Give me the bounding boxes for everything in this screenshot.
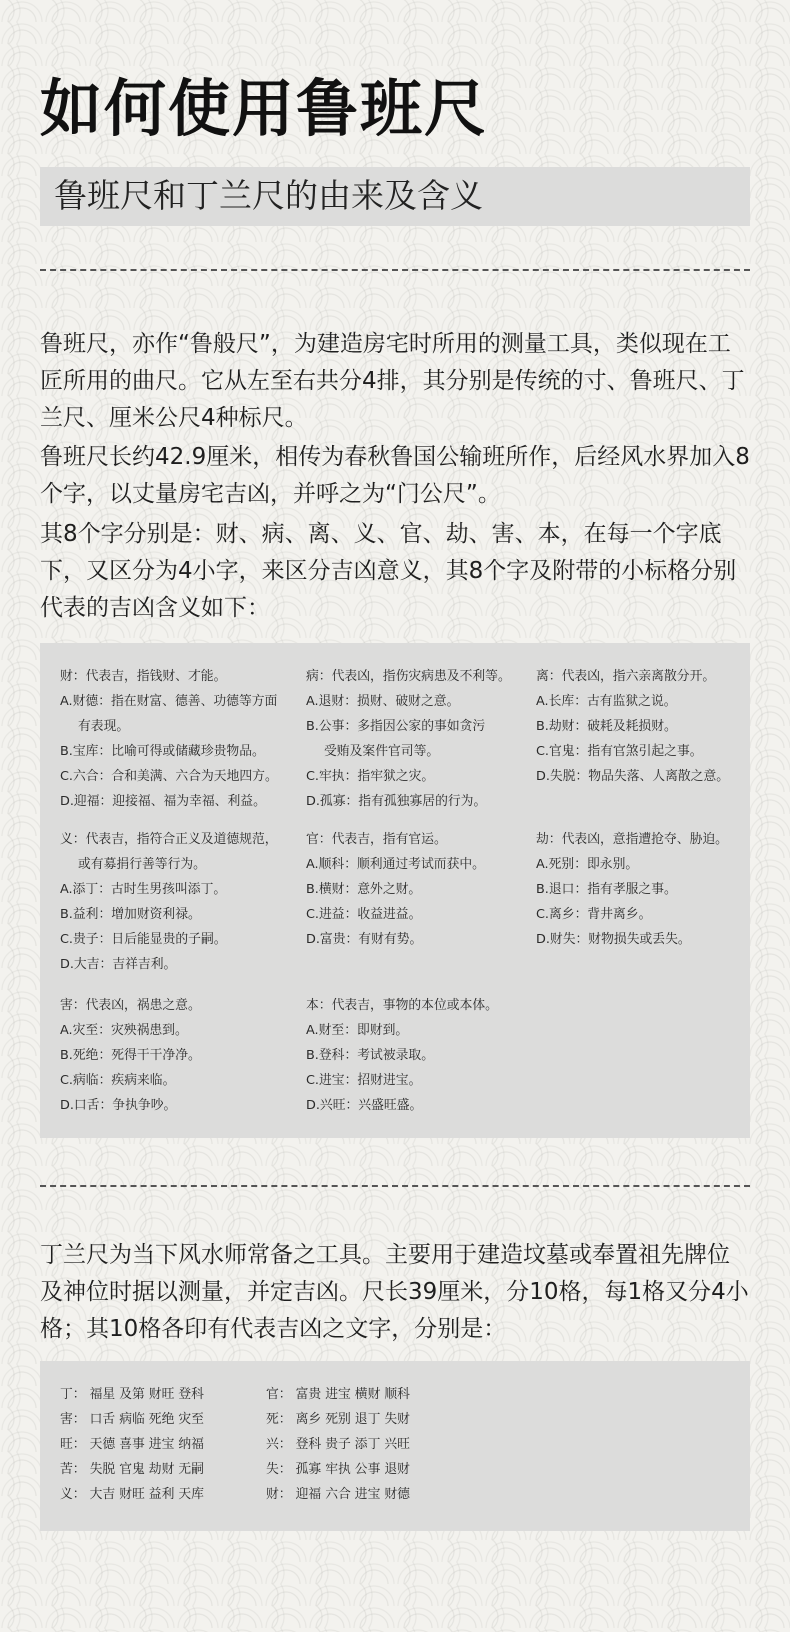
table-row (60, 1458, 208, 1477)
row-label: 失： (266, 1462, 292, 1477)
meaning-line: 义：代表吉，指符合正义及道德规范， (60, 832, 278, 847)
meaning-group-hai (60, 993, 201, 1118)
meaning-group-jie (536, 827, 728, 952)
row-label: 旺： (60, 1437, 86, 1452)
table-cell: 口舌 (89, 1412, 116, 1427)
meaning-line: 官：代表吉，指有官运。 (306, 832, 447, 847)
meaning-group-bing (306, 664, 511, 814)
page-title: 如何使用鲁班尺 (40, 72, 489, 145)
table-cell: 富贵 (295, 1387, 322, 1402)
table-cell: 及第 (119, 1387, 145, 1402)
meaning-group-li (536, 664, 729, 789)
table-cell: 喜事 (119, 1437, 145, 1452)
table-cell: 灾至 (178, 1412, 204, 1427)
table-cell: 失财 (384, 1412, 410, 1427)
table-cell: 进宝 (354, 1487, 381, 1502)
meaning-line: 病：代表凶，指伤灾病患及不利等。 (306, 669, 511, 684)
meaning-line: B.横财：意外之财。 (306, 882, 422, 897)
row-label: 兴： (266, 1437, 292, 1452)
intro-paragraph-1: 鲁班尺，亦作“鲁般尺”，为建造房宅时所用的测量工具，类似现在工匠所用的曲尺。它从左至右共分4排，其分别是传统的寸、鲁班尺、丁兰尺、厘米公尺4种标尺。 (40, 331, 745, 431)
meaning-line: D.富贵：有财有势。 (306, 932, 423, 947)
meaning-line: C.离乡：背井离乡。 (536, 907, 652, 922)
table-cell: 福星 (89, 1387, 116, 1402)
dashed-divider (40, 269, 750, 271)
table-row (60, 1408, 208, 1427)
meaning-line: B.公事：多指因公家的事如贪污 (306, 719, 486, 734)
table-cell: 劫财 (148, 1462, 175, 1477)
table-row (60, 1383, 208, 1402)
table-cell: 天库 (178, 1487, 204, 1502)
meaning-line: C.牢执：指牢狱之灾。 (306, 769, 435, 784)
meaning-group-ben (306, 993, 498, 1118)
meaning-line: 离：代表凶，指六亲离散分开。 (536, 669, 716, 684)
table-cell: 退财 (384, 1462, 410, 1477)
table-cell: 登科 (178, 1387, 204, 1402)
table-cell: 六合 (325, 1487, 351, 1502)
meaning-line: D.失脱：物品失落、人离散之意。 (536, 769, 730, 784)
table-cell: 进宝 (148, 1437, 175, 1452)
row-label: 财： (266, 1487, 292, 1502)
table-cell: 添丁 (354, 1437, 381, 1452)
table-cell: 财旺 (148, 1387, 175, 1402)
meaning-line: D.孤寡：指有孤独寡居的行为。 (306, 794, 487, 809)
intro-paragraph-3: 其8个字分别是：财、病、离、义、官、劫、害、本，在每一个字底下，又区分为4小字，来区分吉凶意义，其8个字及附带的小标格分别代表的吉凶含义如下： (40, 521, 737, 621)
meaning-line: C.病临：疾病来临。 (60, 1073, 176, 1088)
meaning-line: C.进益：收益进益。 (306, 907, 422, 922)
table-cell: 贵子 (325, 1437, 351, 1452)
table-cell: 孤寡 (295, 1462, 322, 1477)
meaning-line: 害：代表凶，祸患之意。 (60, 998, 201, 1013)
meaning-line: C.六合：合和美满、六合为天地四方。 (60, 769, 278, 784)
meaning-line: A.死别：即永别。 (536, 857, 639, 872)
table-cell: 纳福 (178, 1437, 204, 1452)
table-row (266, 1433, 414, 1452)
subtitle-bar (40, 167, 750, 226)
table-cell: 退丁 (354, 1412, 381, 1427)
meaning-group-cai (60, 664, 278, 814)
meaning-line: A.灾至：灾殃祸患到。 (60, 1023, 188, 1038)
meaning-line: C.进宝：招财进宝。 (306, 1073, 422, 1088)
table-row (266, 1383, 414, 1402)
table-cell: 横财 (354, 1387, 381, 1402)
intro-paragraph-2: 鲁班尺长约42.9厘米，相传为春秋鲁国公输班所作，后经风水界加入8个字，以丈量房宅吉凶，并呼之为“门公尺”。 (40, 444, 750, 507)
table-cell: 官鬼 (119, 1462, 145, 1477)
row-label: 死： (266, 1412, 292, 1427)
table-cell: 失脱 (89, 1462, 116, 1477)
meaning-line: A.添丁：古时生男孩叫添丁。 (60, 882, 227, 897)
table-cell: 公事 (354, 1462, 381, 1477)
table-cell: 无嗣 (178, 1462, 204, 1477)
meaning-line: 受贿及案件官司等。 (324, 744, 440, 759)
meaning-line: 有表现。 (78, 719, 130, 734)
table-cell: 牢执 (325, 1462, 351, 1477)
dinglan-paragraph: 丁兰尺为当下风水师常备之工具。主要用于建造坟墓或奉置祖先牌位及神位时据以测量，并定吉凶。尺长39厘米，分10格，每1格又分4小格；其10格各印有代表吉凶之文字，分别是： (40, 1242, 749, 1342)
row-label: 义： (60, 1487, 86, 1502)
meaning-line: A.退财：损财、破财之意。 (306, 694, 460, 709)
meaning-line: 或有募捐行善等行为。 (78, 857, 206, 872)
dashed-divider (40, 1185, 750, 1187)
meaning-group-guan (306, 827, 485, 952)
subtitle: 鲁班尺和丁兰尺的由来及含义 (54, 176, 483, 215)
meaning-line: D.大吉：吉祥吉利。 (60, 957, 177, 972)
table-cell: 病临 (119, 1412, 145, 1427)
meaning-line: D.迎福：迎接福、福为幸福、利益。 (60, 794, 266, 809)
table-cell: 迎福 (295, 1487, 322, 1502)
table-cell: 登科 (295, 1437, 322, 1452)
meaning-line: B.宝库：比喻可得或储藏珍贵物品。 (60, 744, 265, 759)
meaning-line: B.登科：考试被录取。 (306, 1048, 435, 1063)
meaning-line: B.劫财：破耗及耗损财。 (536, 719, 677, 734)
luban-meanings-box (40, 643, 750, 1138)
meaning-line: C.贵子：日后能显贵的子嗣。 (60, 932, 227, 947)
row-label: 苦： (60, 1462, 86, 1477)
table-cell: 死别 (325, 1412, 351, 1427)
table-row (266, 1483, 414, 1502)
table-cell: 天德 (89, 1437, 116, 1452)
meaning-line: A.财至：即财到。 (306, 1023, 409, 1038)
table-cell: 财德 (384, 1487, 410, 1502)
table-row (266, 1408, 414, 1427)
row-label: 官： (266, 1387, 292, 1402)
row-label: 丁： (60, 1387, 86, 1402)
table-cell: 进宝 (325, 1387, 351, 1402)
row-label: 害： (60, 1412, 86, 1427)
table-row (60, 1433, 208, 1452)
meaning-line: B.死绝：死得干干净净。 (60, 1048, 201, 1063)
meaning-line: D.口舌：争执争吵。 (60, 1098, 177, 1113)
table-cell: 兴旺 (384, 1437, 410, 1452)
table-row (60, 1483, 208, 1502)
meaning-line: D.兴旺：兴盛旺盛。 (306, 1098, 423, 1113)
meaning-line: B.益利：增加财资利禄。 (60, 907, 201, 922)
meaning-line: A.财德：指在财富、德善、功德等方面 (60, 694, 278, 709)
table-cell: 财旺 (119, 1487, 145, 1502)
dinglan-table-box (40, 1361, 750, 1531)
meaning-line: 财：代表吉，指钱财、才能。 (60, 669, 227, 684)
table-row (266, 1458, 414, 1477)
meaning-group-yi (60, 827, 278, 977)
meaning-line: A.顺科：顺利通过考试而获中。 (306, 857, 485, 872)
table-cell: 大吉 (89, 1487, 116, 1502)
meaning-line: B.退口：指有孝服之事。 (536, 882, 677, 897)
meaning-line: C.官鬼：指有官煞引起之事。 (536, 744, 703, 759)
table-cell: 死绝 (148, 1412, 175, 1427)
meaning-line: 本：代表吉，事物的本位或本体。 (306, 998, 498, 1013)
table-cell: 益利 (148, 1487, 175, 1502)
table-cell: 离乡 (295, 1412, 322, 1427)
meaning-line: D.财失：财物损失或丢失。 (536, 932, 691, 947)
meaning-line: A.长库：古有监狱之说。 (536, 694, 677, 709)
meaning-line: 劫：代表凶，意指遭抢夺、胁迫。 (536, 832, 728, 847)
table-cell: 顺科 (384, 1387, 410, 1402)
